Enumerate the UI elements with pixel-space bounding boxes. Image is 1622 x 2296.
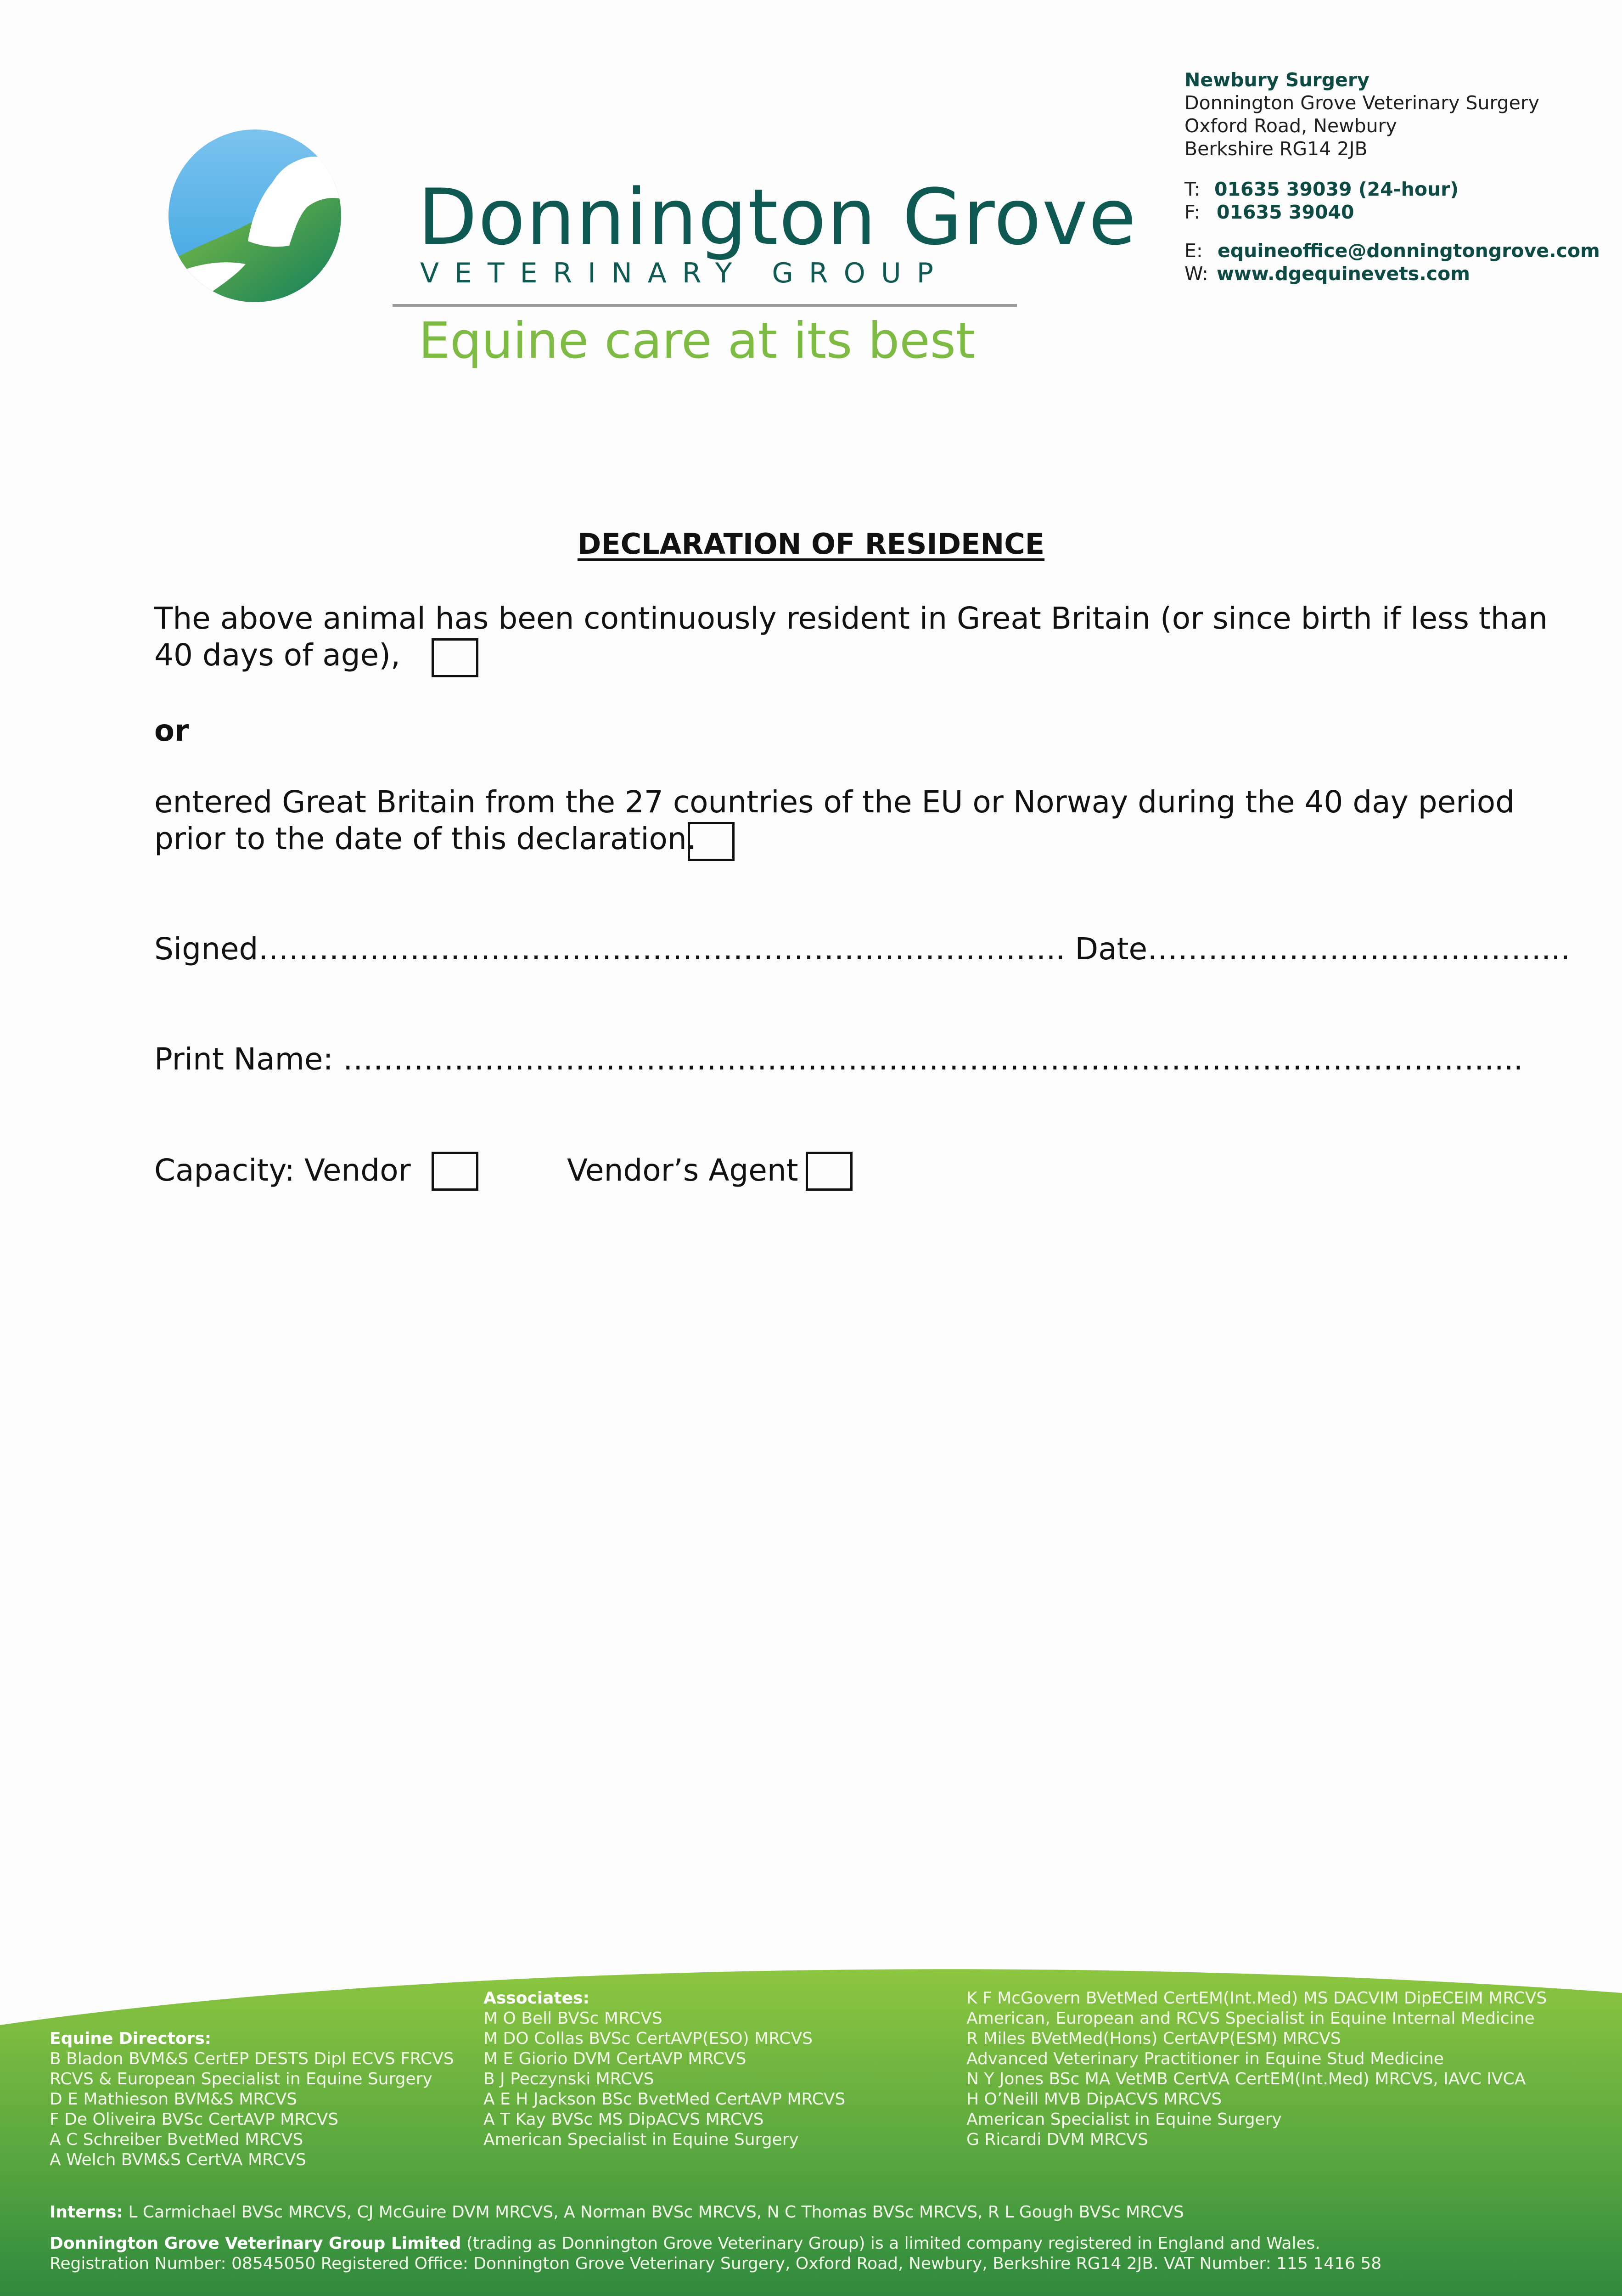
resident-text-line-1: The above animal has been continuously resident in Great Britain (or since birth if less than [154,601,1548,636]
associates-section [483,1988,845,2150]
vendors-agent-label: Vendor’s Agent [567,1153,798,1188]
associate-item: H O’Neill MVB DipACVS MRCVS [966,2090,1222,2109]
company-name: Donnington Grove Veterinary Group Limited [50,2234,461,2253]
associate-item: M O Bell BVSc MRCVS [483,2009,662,2028]
associate-item: K F McGovern BVetMed CertEM(Int.Med) MS DACVIM DipECEIM MRCVS [966,1989,1547,2008]
or-separator: or [154,714,189,748]
address-line-2: Oxford Road, Newbury [1184,115,1397,137]
director-item: A C Schreiber BvetMed MRCVS [50,2130,303,2149]
director-item: F De Oliveira BVSc CertAVP MRCVS [50,2110,339,2129]
address-line-1: Donnington Grove Veterinary Surgery [1184,92,1539,114]
director-item: A Welch BVM&S CertVA MRCVS [50,2150,306,2169]
directors-heading: Equine Directors: [50,2029,212,2048]
associate-item: A E H Jackson BSc BvetMed CertAVP MRCVS [483,2090,846,2109]
associate-item: B J Peczynski MRCVS [483,2070,654,2088]
associate-item: Advanced Veterinary Practitioner in Equine Stud Medicine [966,2049,1444,2068]
interns-line [50,2202,1184,2223]
signed-date-field[interactable]: Signed…………………………………………………………………….. Date…………………………………... [154,931,1571,967]
associate-item: G Ricardi DVM MRCVS [966,2130,1148,2149]
associates-heading: Associates: [483,1989,589,2008]
director-item: B Bladon BVM&S CertEP DESTS Dipl ECVS FRCVS [50,2049,454,2068]
associate-item: American Specialist in Equine Surgery [483,2130,799,2149]
entered-text-line-2: prior to the date of this declaration. [154,821,696,856]
associate-item: A T Kay BVSc MS DipACVS MRCVS [483,2110,764,2129]
company-line [50,2234,1320,2254]
email-link[interactable]: equineoffice@donningtongrove.com [1218,240,1600,262]
interns-heading: Interns: [50,2203,123,2222]
interns-list: L Carmichael BVSc MRCVS, CJ McGuire DVM MRCVS, A Norman BVSc MRCVS, N C Thomas BVSc MRCVS, R L Gough BVSc MRCVS [128,2203,1184,2222]
associates-section-2 [966,1988,1547,2150]
fax-number: 01635 39040 [1217,201,1354,223]
entered-checkbox[interactable] [688,822,735,861]
associate-item: M E Giorio DVM CertAVP MRCVS [483,2049,746,2068]
document-title: DECLARATION OF RESIDENCE [577,527,1045,561]
web-label: W: [1184,263,1208,285]
horse-logo-icon [165,126,344,305]
vendor-checkbox[interactable] [432,1152,478,1191]
entered-text-line-1: entered Great Britain from the 27 countries of the EU or Norway during the 40 day period [154,784,1515,820]
email-label: E: [1184,240,1203,262]
directors-section [50,2029,454,2170]
resident-text-line-2: 40 days of age), [154,637,400,673]
fax-label: F: [1184,201,1201,223]
website-link[interactable]: www.dgequinevets.com [1217,263,1470,285]
vendors-agent-checkbox[interactable] [806,1152,853,1191]
company-description: (trading as Donnington Grove Veterinary Group) is a limited company registered in England and Wales. [461,2234,1320,2253]
brand-subtitle: VETERINARY GROUP [420,257,949,289]
associate-item: N Y Jones BSc MA VetMB CertVA CertEM(Int.Med) MRCVS, IAVC IVCA [966,2070,1526,2088]
phone-number[interactable]: 01635 39039 (24-hour) [1214,178,1459,200]
print-name-field[interactable]: Print Name: ……………………………………………………………………………………………………... [154,1041,1523,1077]
associate-item: R Miles BVetMed(Hons) CertAVP(ESM) MRCVS [966,2029,1341,2048]
director-item: D E Mathieson BVM&S MRCVS [50,2090,297,2109]
registration-line: Registration Number: 08545050 Registered Office: Donnington Grove Veterinary Surgery, Oxford Road, Newbury, Berkshire RG14 2JB. VAT Number: 115 1416 58 [50,2254,1382,2273]
director-item: RCVS & European Specialist in Equine Surgery [50,2070,432,2088]
brand-name: Donnington Grove [418,172,1137,262]
associate-item: American Specialist in Equine Surgery [966,2110,1282,2129]
surgery-name: Newbury Surgery [1184,69,1369,91]
associate-item: M DO Collas BVSc CertAVP(ESO) MRCVS [483,2029,813,2048]
address-line-3: Berkshire RG14 2JB [1184,138,1368,160]
capacity-vendor-label: Capacity: Vendor [154,1153,411,1188]
phone-label: T: [1184,178,1201,200]
associate-item: American, European and RCVS Specialist in Equine Internal Medicine [966,2009,1535,2028]
brand-tagline: Equine care at its best [419,312,976,370]
brand-divider [393,304,1017,307]
resident-checkbox[interactable] [432,638,478,677]
